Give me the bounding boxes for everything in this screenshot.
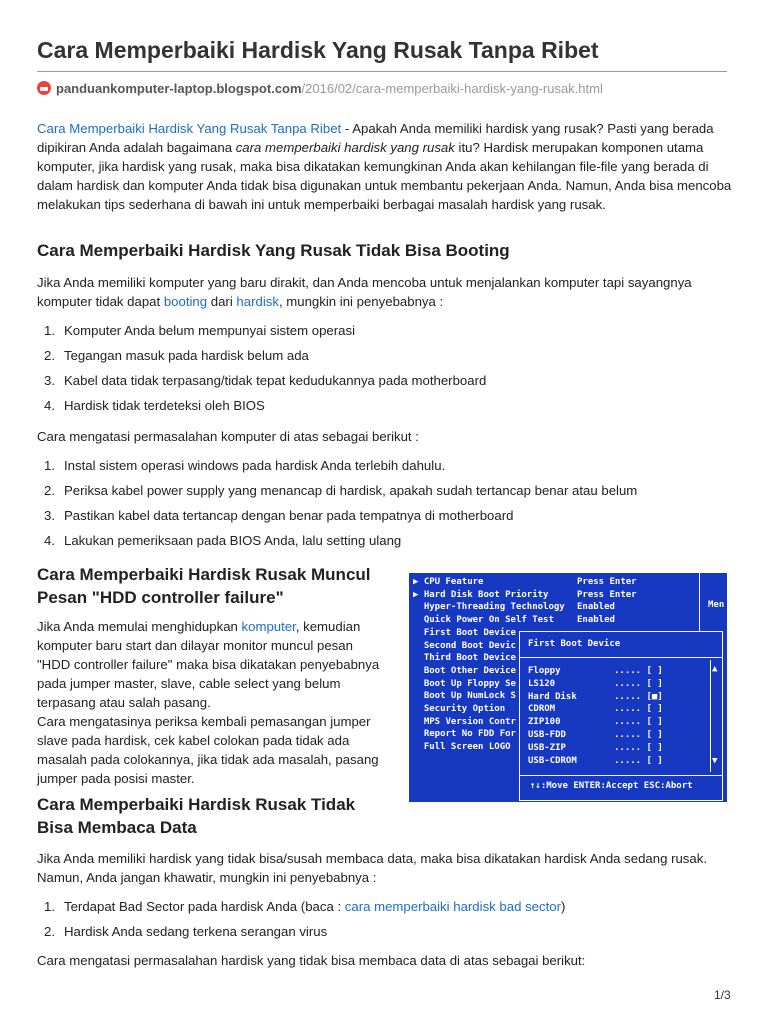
bios-menu-row <box>413 703 505 716</box>
source-path: /2016/02/cara-memperbaiki-hardisk-yang-rusak.html <box>301 81 603 96</box>
bios-device-checkbox: ..... [■] <box>614 691 663 702</box>
booting-link[interactable]: booting <box>163 294 208 309</box>
section3-paragraph: Jika Anda memiliki hardisk yang tidak bisa/susah membaca data, maka bisa dikatakan hardisk Anda sedang rusak. Namun, Anda jangan khawatir, mungkin ini penyebabnya : <box>37 851 707 885</box>
bios-side-label: Men <box>708 600 725 610</box>
bios-device-name: Floppy <box>528 666 561 676</box>
list-item: 2. Tegangan masuk pada hardisk belum ada <box>44 348 309 363</box>
source-line <box>37 80 603 98</box>
bios-menu-label: Third Boot Device <box>423 653 516 664</box>
bios-scrollbar <box>710 660 719 772</box>
solutions-list <box>37 456 637 556</box>
bios-menu-row <box>413 640 516 653</box>
section1-paragraph: Jika Anda memiliki komputer yang baru dirakit, dan Anda mencoba untuk menjalankan komputer tapi sayangnya komputer tidak dapat booting dari hardisk, mungkin ini penyebabnya : <box>37 275 692 309</box>
bios-screenshot <box>409 573 727 802</box>
bios-menu-label: Quick Power On Self Test <box>423 615 554 626</box>
bios-submenu-arrow-icon <box>413 628 424 638</box>
bios-submenu-arrow-icon <box>413 679 424 689</box>
bios-menu-label: First Boot Device <box>423 627 516 638</box>
solution-intro: Cara mengatasi permasalahan komputer di atas sebagai berikut : <box>37 429 419 444</box>
bios-menu-row <box>413 589 637 602</box>
bios-menu-label: Hyper-Threading Technology <box>423 602 565 613</box>
bios-submenu-arrow-icon <box>413 653 424 663</box>
bios-menu-row <box>413 627 516 640</box>
bios-menu-label: Hard Disk Boot Priority <box>423 589 549 600</box>
bios-menu-label: CPU Feature <box>423 577 484 587</box>
bios-menu-row <box>413 678 516 691</box>
bios-menu-label: Security Option <box>423 704 506 714</box>
bios-popup-footer: ↑↓:Move ENTER:Accept ESC:Abort <box>530 781 693 791</box>
intro-link[interactable]: Cara Memperbaiki Hardisk Yang Rusak Tanpa Ribet <box>37 121 342 136</box>
bios-menu-row <box>413 665 516 678</box>
bios-device-name: USB-FDD <box>528 730 566 740</box>
causes-list <box>37 321 486 421</box>
list-item: 3. Kabel data tidak terpasang/tidak tepat kedudukannya pada motherboard <box>44 373 487 388</box>
bios-menu-value: Enabled <box>577 615 615 626</box>
bios-submenu-arrow-icon <box>413 704 424 714</box>
list-item: 4. Hardisk tidak terdeteksi oleh BIOS <box>44 398 265 413</box>
bios-device-checkbox: ..... [ ] <box>614 730 663 740</box>
bios-popup-divider <box>520 657 722 658</box>
bios-menu-row <box>413 728 516 741</box>
bios-menu-label: Second Boot Devic <box>423 640 516 651</box>
bios-menu-row <box>413 614 615 627</box>
bios-menu-row <box>413 576 637 589</box>
bios-menu-label: Boot Up NumLock S <box>423 691 516 702</box>
site-logo-icon <box>37 81 51 95</box>
list-item: 1. Instal sistem operasi windows pada hardisk Anda terlebih dahulu. <box>44 458 446 473</box>
bios-menu-label: Boot Other Device <box>423 665 516 676</box>
scroll-down-icon: ▼ <box>712 756 718 766</box>
page-number: 1/3 <box>714 988 731 1002</box>
bios-device-checkbox: ..... [ ] <box>614 704 663 715</box>
bios-device-name: Hard Disk <box>528 691 577 702</box>
section2-heading: Cara Memperbaiki Hardisk Rusak Muncul Pesan "HDD controller failure" <box>37 565 371 607</box>
hardisk-link[interactable]: hardisk <box>236 294 279 309</box>
list-item: 2. Hardisk Anda sedang terkena serangan virus <box>44 924 328 939</box>
bios-submenu-arrow-icon <box>413 615 424 625</box>
source-domain[interactable]: panduankomputer-laptop.blogspot.com <box>56 81 302 96</box>
bios-submenu-arrow-icon: ▶ <box>413 589 424 600</box>
bios-device-checkbox: ..... [ ] <box>614 666 663 676</box>
title-divider <box>37 71 727 72</box>
bios-menu-value: Press Enter <box>577 589 637 600</box>
bios-submenu-arrow-icon <box>413 666 424 676</box>
intro-emphasis: cara memperbaiki hardisk yang rusak <box>235 140 455 155</box>
bios-submenu-arrow-icon <box>413 742 424 752</box>
bios-device-checkbox: ..... [ ] <box>614 755 663 766</box>
bios-menu-label: Full Screen LOGO <box>423 742 511 753</box>
bios-menu-row <box>413 716 516 729</box>
bad-sector-link[interactable]: cara memperbaiki hardisk bad sector <box>344 899 562 914</box>
bios-submenu-arrow-icon <box>413 641 424 651</box>
intro-paragraph: Cara Memperbaiki Hardisk Yang Rusak Tanpa Ribet - Apakah Anda memiliki hardisk yang rusak? Pasti yang berada dipikiran Anda adalah bagaimana cara memperbaiki hardisk yang rusak itu? Hardisk merupakan komponen utama komputer, jika hardisk yang rusak, maka bisa dikatakan kemungkinan Anda akan kehilangan file-file yang berada di dalam hardisk dan komputer Anda tidak bisa digunakan untuk membantu pekerjaan Anda. Namun, Anda bisa mencoba melakukan tips sederhana di bawah ini untuk memperbaiki berbagai masalah hardisk yang rusak. <box>37 121 732 212</box>
page-title: Cara Memperbaiki Hardisk Yang Rusak Tanpa Ribet <box>37 37 599 63</box>
bios-menu-label: Boot Up Floppy Se <box>423 678 516 689</box>
bios-device-checkbox: ..... [ ] <box>614 717 663 728</box>
bios-device-checkbox: ..... [ ] <box>614 742 663 753</box>
bios-menu-row <box>413 601 615 614</box>
section3-outro: Cara mengatasi permasalahan hardisk yang tidak bisa membaca data di atas sebagai berikut: <box>37 953 586 968</box>
bios-popup-footer-divider <box>520 775 722 776</box>
list-item: 1. Komputer Anda belum mempunyai sistem operasi <box>44 323 356 338</box>
bios-menu-row <box>413 690 516 703</box>
bios-menu-label: MPS Version Contr <box>423 716 516 727</box>
bios-device-name: ZIP100 <box>528 717 561 728</box>
bios-device-name: USB-ZIP <box>528 742 566 753</box>
bios-menu-label: Report No FDD For <box>423 729 516 740</box>
komputer-link[interactable]: komputer <box>241 619 296 634</box>
list-item: 1. Terdapat Bad Sector pada hardisk Anda (baca : cara memperbaiki hardisk bad sector) <box>44 899 566 914</box>
bios-menu-value: Enabled <box>577 602 615 613</box>
bios-device-name: LS120 <box>528 678 556 689</box>
bios-side-panel <box>699 573 727 637</box>
list-item: 4. Lakukan pemeriksaan pada BIOS Anda, lalu setting ulang <box>44 533 402 548</box>
list-item: 2. Periksa kabel power supply yang menancap di hardisk, apakah sudah tertancap benar atau belum <box>44 483 638 498</box>
bios-menu-row <box>413 652 516 665</box>
bios-popup <box>519 631 723 801</box>
bios-menu-row <box>413 741 511 754</box>
bios-popup-title: First Boot Device <box>528 639 621 649</box>
bios-submenu-arrow-icon: ▶ <box>413 577 424 587</box>
data-causes-list <box>37 897 565 947</box>
bios-submenu-arrow-icon <box>413 729 424 739</box>
list-item: 3. Pastikan kabel data tertancap dengan benar pada tempatnya di motherboard <box>44 508 514 523</box>
section3-heading: Cara Memperbaiki Hardisk Rusak Tidak Bisa Membaca Data <box>37 795 356 837</box>
bios-submenu-arrow-icon <box>413 717 424 727</box>
bios-submenu-arrow-icon <box>413 602 424 612</box>
bios-device-checkbox: ..... [ ] <box>614 678 663 689</box>
section1-heading: Cara Memperbaiki Hardisk Yang Rusak Tidak Bisa Booting <box>37 241 510 260</box>
bios-submenu-arrow-icon <box>413 691 424 701</box>
bios-device-name: CDROM <box>528 704 556 715</box>
scroll-up-icon: ▲ <box>712 664 718 674</box>
bios-menu-value: Press Enter <box>577 577 637 587</box>
bios-device-name: USB-CDROM <box>528 755 577 766</box>
section2-paragraph: Jika Anda memulai menghidupkan komputer, kemudian komputer baru start dan dilayar monitor muncul pesan "HDD controller failure" maka bisa dikatakan penyebabnya pada jumper master, slave, cable select yang belum terpasang atau salah pasang. Cara mengatasinya periksa kembali pemasangan jumper slave pada hardisk, cek kabel colokan pada tidak ada masalah pada colokannya, jika tidak ada masalah, pasang jumper pada posisi master. <box>37 619 380 786</box>
